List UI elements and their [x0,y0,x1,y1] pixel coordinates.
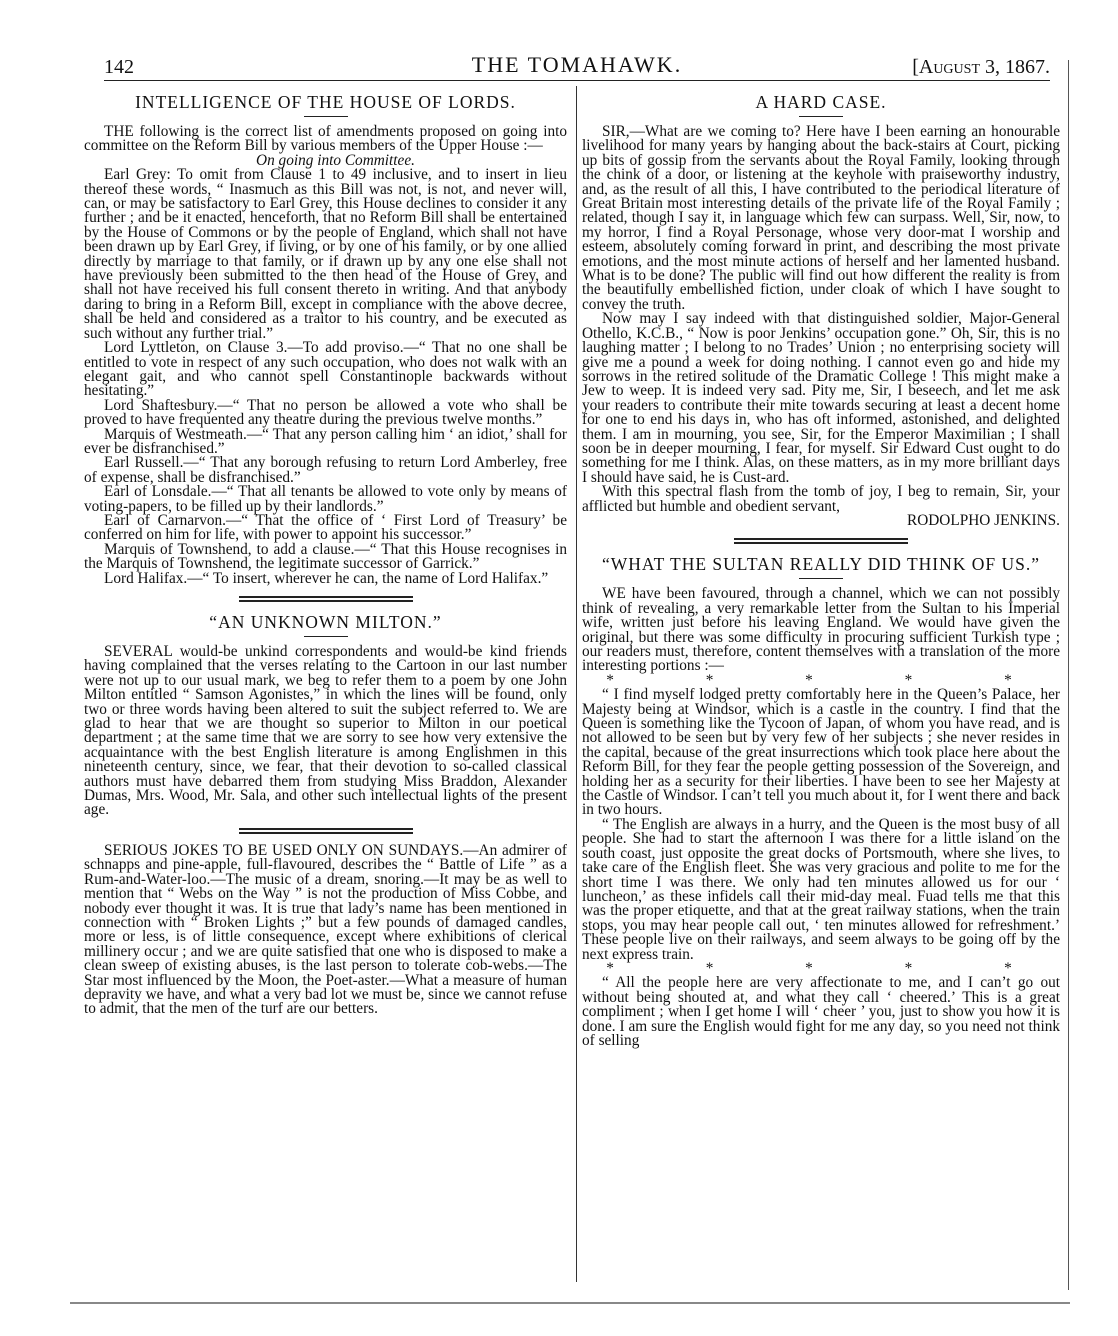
double-rule [734,538,908,544]
right-margin-rule [1068,60,1069,1290]
section-title-house-of-lords: INTELLIGENCE OF THE HOUSE OF LORDS. [135,92,516,112]
section-title-sultan: “WHAT THE SULTAN REALLY DID THINK OF US.” [601,554,1041,575]
paragraph: Marquis of Westmeath.—“ That any person calling him ‘ an idiot,’ shall for ever be disfranchised.” [84,425,567,457]
section-rule [799,578,843,579]
section-rule [799,116,843,117]
paragraph: Marquis of Townshend, to add a clause.—“ That this House recognises in the Marquis of Townshend, the legitimate successor of Garrick.” [84,540,567,573]
paragraph: Earl of Lonsdale.—“ That all tenants be allowed to vote only by means of voting-papers, to be filled up by their landlords.” [84,483,567,515]
left-column [84,90,567,1017]
double-rule [239,596,413,602]
paragraph: SEVERAL would-be unkind correspondents and would-be kind friends having complained that the verses relating to the Cartoon in our last number were not up to our usual mark, we beg to refer them to a poem by one John Milton entitled “ Samson Agonistes,” in which the lines will be found, only two or three words having been altered to suit the subject referred to. We are glad to hear that we are thought so superior to Milton in our poetical department ; at the same time that we are sorry to see how very extensive the acquaintance with the best English literature is among Englishmen in this nineteenth century, since, we fear, that their devotion to so-called classical authors must have debarred them from studying Miss Braddon, Alexander Dumas, Mrs. Wood, Mr. Sala, and other such intellectual lights of the present age. [84,643,567,819]
paragraph: Lord Halifax.—“ To insert, wherever he can, the name of Lord Halifax.” [104,569,549,587]
masthead-title: THE TOMAHAWK. [471,52,683,77]
paragraph: Earl of Carnarvon.—“ That the office of ‘ First Lord of Treasury’ be conferred on him for life, with power to appoint his successor.” [84,511,567,544]
paragraph: SERIOUS JOKES TO BE USED ONLY ON SUNDAYS.—An admirer of schnapps and pine-apple, full-flavoured, describes the “ Battle of Life ” as a Rum-and-Water-loo.—The music of a dream, snoring.—It may be as well to mention that “ Webs on the Way ” is not the production of Miss Cobbe, and nobody ever thought it was. It is true that lady’s name has been mentioned in connection with “ Broken Lights ;” but a few pounds of damaged candles, more or less, is of little consequence, except where exhibitions of clerical millinery occur ; and we are quite satisfied that one who is disposed to make a clean sweep of existing abuses, is the last person to tolerate cob-webs.—The Star most influenced by the Moon, the Poet-aster.—What a measure of human depravity we have, and what a very bad lot we must be, since we cannot refuse to admit, that the men of the turf are our betters. [84,841,567,1018]
asterism: * * * * * [606,959,1056,977]
section-title-hard-case: A HARD CASE. [755,92,887,112]
bottom-rule [70,1302,1070,1304]
subheading: On going into Committee. [256,151,415,169]
double-rule [239,828,413,834]
paragraph: With this spectral flash from the tomb of joy, I beg to remain, Sir, your afflicted but humble and obedient servant, [582,483,1060,515]
paragraph: Now may I say indeed with that distinguished soldier, Major-General Othello, K.C.B., “ Now is poor Jenkins’ occupation gone.” Oh, Sir, this is no laughing matter ; I belong to no Trades’ Union ; no enterprising society will give me a pound a week for doing nothing. I cannot even go and hide my sorrows in the retired solitude of the Dramatic College ! This might make a Jew to weep. It is indeed very sad. Pity me, Sir, I beseech, and let me ask your readers to contribute their mite towards securing at least a decent home for one to end his days in, who has oft informed, astonished, and delighted them. I am in mourning, you see, Sir, for the Emperor Maximilian ; I shall soon be in deeper mourning, I fear, for myself. Sir Edward Cust ought to do something for me I think. Alas, on these matters, as in my more brilliant days I should have said, he is Cust-ard. [582,310,1060,486]
paragraph: WE have been favoured, through a channel, which we can not possibly think of revealing, a very remarkable letter from the Sultan to his Imperial wife, written just before his leaving England. We would have given the original, but there was some difficulty in procuring sufficient Turkish type ; our readers must, therefore, content themselves with a translation of the more interesting portions :— [582,585,1060,675]
asterism: * * * * * [606,671,1056,689]
paragraph: Earl Russell.—“ That any borough refusing to return Lord Amberley, free of expense, shall be disfranchised.” [84,454,567,486]
right-column [582,90,1060,1048]
section-rule [304,636,348,637]
paragraph: SIR,—What are we coming to? Here have I been earning an honourable livelihood for many years by hanging about the back-stairs at Court, picking up bits of gossip from the servants about the Royal Family, looking through the chink of a door, or listening at the keyhole with praiseworthy industry, and, as the result of all this, I have contributed to the periodical literature of Great Britain most interesting details of the private life of the Royal Family ; related, though I say it, in language which few can surpass. Well, Sir, now, to my horror, I find a Royal Personage, whose very door-mat I worship and esteem, absolutely coming forward in print, and describing the most private emotions, and the most minute actions of herself and her lamented husband. What is to be done? The public will find out how different the reality is from the beautifully embellished fiction, under cloak of which I have sought to convey the truth. [582,123,1060,313]
paragraph: Lord Lyttleton, on Clause 3.—To add proviso.—“ That no one shall be entitled to vote in respect of any such occupation, who does not walk with an elegant gait, and who cannot spell Constantinople backwards without hesitating.” [84,339,567,400]
paragraph: “ The English are always in a hurry, and the Queen is the most busy of all people. She had to start the afternoon I was there for a little island on the south coast, just opposite the great docks of Portsmouth, where she lives, to take care of the English fleet. She was very gracious and polite to me for the short time I was there. We only had ten minutes allowed us for our ‘ luncheon,’ as these infidels call their mid-day meal. Fuad tells me that this was the proper etiquette, and that at the great railway stations, when the train stops, you may hear people call out, ‘ ten minutes allowed for refreshment.’ These people live on their railways, and seem always to be going off by the next express train. [582,815,1060,963]
paragraph: “ All the people here are very affectionate to me, and I can’t go out without being shouted at, and what they call ‘ cheered.’ This is a great compliment ; when I get home I will ‘ cheer ’ you, just to show you how it is done. I am sure the English would fight for me any day, so you need not think of selling [582,974,1060,1049]
section-rule [304,116,348,117]
issue-date: [August 3, 1867. [912,56,1050,78]
page-header [104,52,1050,81]
paragraph: Lord Shaftesbury.—“ That no person be allowed a vote who shall be proved to have frequented any theatre during the previous twelve months.” [84,396,567,429]
paragraph: Earl Grey: To omit from Clause 1 to 49 inclusive, and to insert in lieu thereof these words, “ Inasmuch as this Bill was not, is not, and never will, can, or may be satisfactory to Earl Grey, this House declines to consider it any further ; and be it enacted, henceforth, that no Reform Bill shall be entertained by the House of Commons or by the people of England, which shall not have been drawn up by Earl Grey, if living, or by one of his family, or by one allied directly by marriage to that family, or if drawn up by any one else shall not have previously been submitted to the then head of the House of Grey, and shall not have received his full consent thereto in writing. And that anybody daring to bring in a Reform Bill, except in compliance with the above decree, shall be held and considered as a traitor to his country, and be executed as such without any further trial.” [84,166,567,342]
paragraph: “ I find myself lodged pretty comfortably here in the Queen’s Palace, her Majesty being at Windsor, which is a castle in the country. I find that the Queen is something like the Tycoon of Japan, of whom you have read, and is not allowed to be seen but by very few of her subjects ; she never resides in the capital, because of the great insurrections which took place here about the Reform Bill, for they fear the people getting possession of the Sovereign, and holding her as a security for their liberties. I have been to see her Majesty at the Castle of Windsor. I can’t tell you much about it, for I went there and back in two hours. [582,686,1060,819]
paragraph: THE following is the correct list of amendments proposed on going into committee on the Reform Bill by various members of the Upper House :— [84,123,567,155]
section-title-unknown-milton: “AN UNKNOWN MILTON.” [209,612,442,632]
signature: RODOLPHO JENKINS. [907,511,1060,529]
page-number: 142 [104,56,134,78]
column-divider [576,86,577,1282]
